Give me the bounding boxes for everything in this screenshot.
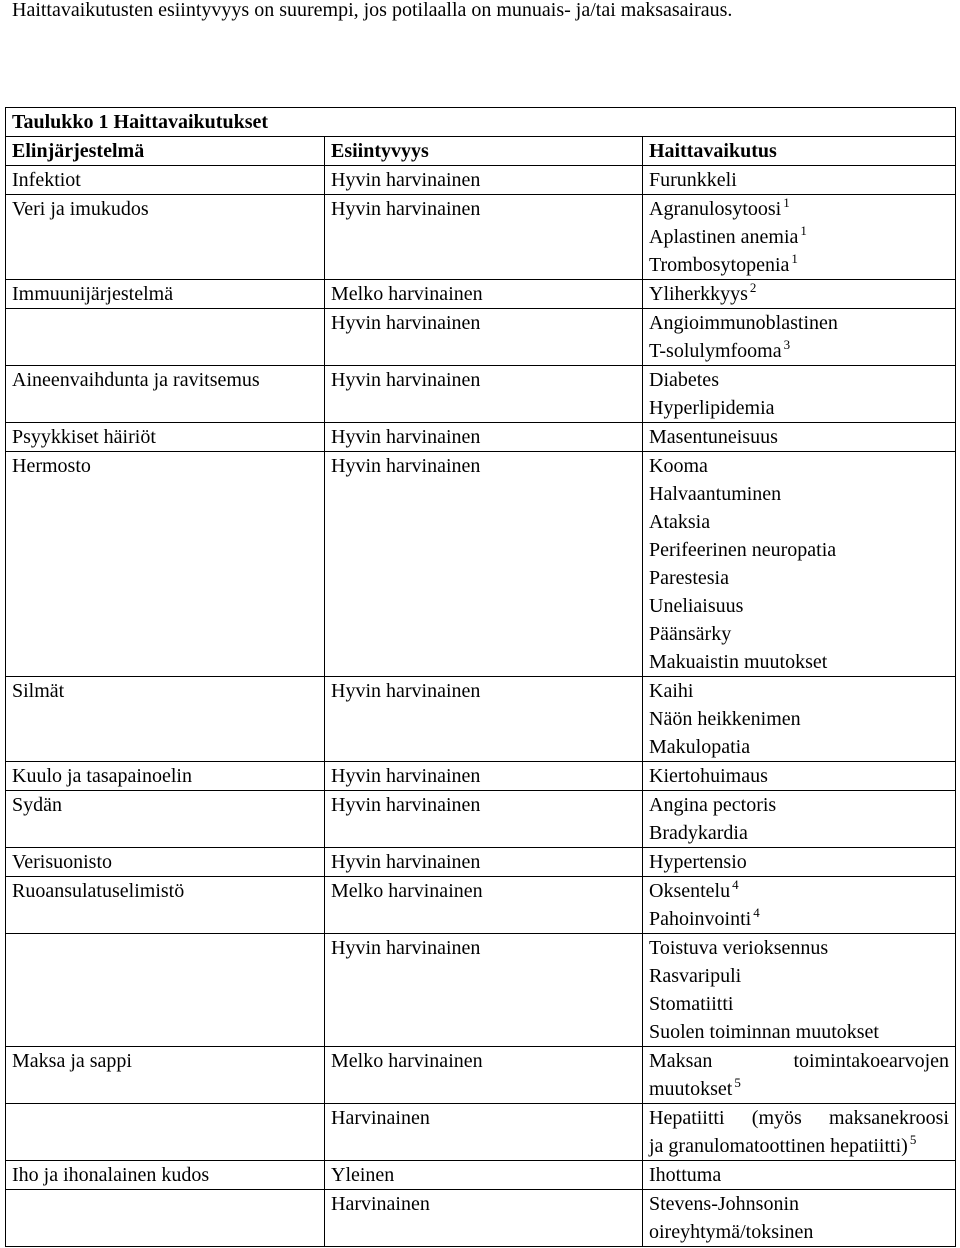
organ-system-cell: Silmät [6,677,325,762]
footnote-marker: 2 [749,280,757,295]
adverse-effect-text: Hyperlipidemia [649,397,775,419]
adverse-effect-item [649,620,949,648]
frequency-cell: Melko harvinainen [325,280,643,309]
adverse-effect-item [649,1190,949,1218]
adverse-effect-text: Makulopatia [649,736,751,758]
adverse-effect-text: Kaihi [649,680,694,702]
adverse-effect-cell [643,848,956,877]
organ-system-cell [6,934,325,1047]
adverse-effect-text: Ataksia [649,511,711,533]
adverse-effect-item [649,962,949,990]
table-row [6,423,956,452]
adverse-effect-cell [643,423,956,452]
adverse-effect-text: T-solulymfooma [649,340,782,362]
adverse-effect-text: Kiertohuimaus [649,765,768,787]
adverse-effect-item [649,1218,949,1246]
adverse-effect-item [649,280,949,308]
frequency-cell: Hyvin harvinainen [325,166,643,195]
organ-system-cell [6,1190,325,1247]
adverse-effect-text: Uneliaisuus [649,595,744,617]
footnote-marker: 1 [783,195,790,210]
adverse-effect-item [649,309,949,337]
table-row [6,934,956,1047]
table-row [6,166,956,195]
adverse-effect-item [649,733,949,761]
adverse-effect-text: ja granulomatoottinen hepatiitti) [649,1135,908,1157]
adverse-effect-text: Stomatiitti [649,993,734,1015]
adverse-effect-item [649,564,949,592]
adverse-effect-cell [643,1161,956,1190]
adverse-effect-text: muutokset [649,1078,733,1100]
table-row [6,366,956,423]
table-row [6,1161,956,1190]
table-caption: Taulukko 1 Haittavaikutukset [6,108,956,137]
footnote-marker: 4 [732,877,739,892]
adverse-effect-text: Stevens-Johnsonin [649,1193,799,1215]
adverse-effect-item [649,848,949,876]
adverse-effect-text: Makuaistin muutokset [649,651,828,673]
adverse-effect-item [649,819,949,847]
organ-system-cell: Iho ja ihonalainen kudos [6,1161,325,1190]
adverse-effect-cell [643,791,956,848]
organ-system-cell: Aineenvaihdunta ja ravitsemus [6,366,325,423]
adverse-effect-item [649,536,949,564]
frequency-cell: Hyvin harvinainen [325,452,643,677]
adverse-effect-cell [643,877,956,934]
organ-system-cell: Veri ja imukudos [6,195,325,280]
adverse-effect-cell [643,280,956,309]
adverse-effect-item [649,337,949,365]
adverse-effect-item [649,762,949,790]
adverse-effect-text: Aplastinen anemia [649,226,799,248]
adverse-effect-item [649,1018,949,1046]
table-row [6,762,956,791]
table-row [6,848,956,877]
header-adverse-effect: Haittavaikutus [643,137,956,166]
table-row [6,280,956,309]
frequency-cell: Hyvin harvinainen [325,848,643,877]
adverse-effect-text: Toistuva verioksennus [649,937,829,959]
table-row [6,1190,956,1247]
adverse-effect-cell [643,452,956,677]
organ-system-cell: Ruoansulatuselimistö [6,877,325,934]
adverse-effect-item [649,166,949,194]
frequency-cell: Hyvin harvinainen [325,195,643,280]
adverse-effect-text: Furunkkeli [649,169,737,191]
footnote-marker: 5 [909,1132,917,1147]
adverse-effect-cell [643,309,956,366]
organ-system-cell: Infektiot [6,166,325,195]
adverse-effect-text: Ihottuma [649,1164,722,1186]
adverse-effect-cell [643,366,956,423]
adverse-effect-item [649,508,949,536]
organ-system-cell: Verisuonisto [6,848,325,877]
adverse-effect-text: Pahoinvointi [649,908,752,930]
footnote-marker: 1 [800,223,807,238]
intro-paragraph: Haittavaikutusten esiintyvyys on suurempi, jos potilaalla on munuais- ja/tai maksasairaus. [12,0,733,21]
adverse-effect-item [649,1047,949,1075]
adverse-effect-item [649,251,949,279]
organ-system-cell [6,1104,325,1161]
organ-system-cell: Kuulo ja tasapainoelin [6,762,325,791]
footnote-marker: 1 [791,251,798,266]
footnote-marker: 5 [734,1075,741,1090]
adverse-effect-item [649,1075,949,1103]
table-row [6,1104,956,1161]
adverse-effect-text: Kooma [649,455,708,477]
adverse-effect-cell [643,677,956,762]
adverse-effect-item [649,366,949,394]
adverse-effect-text: Agranulosytoosi [649,198,782,220]
adverse-effect-text: Angina pectoris [649,794,777,816]
header-frequency: Esiintyvyys [325,137,643,166]
organ-system-cell: Immuunijärjestelmä [6,280,325,309]
adverse-effect-item [649,1104,949,1132]
adverse-effect-text: Diabetes [649,369,719,391]
adverse-effect-cell [643,195,956,280]
adverse-effect-item [649,195,949,223]
frequency-cell: Hyvin harvinainen [325,366,643,423]
frequency-cell: Hyvin harvinainen [325,762,643,791]
adverse-effect-text: Perifeerinen neuropatia [649,539,837,561]
table-row [6,877,956,934]
frequency-cell: Melko harvinainen [325,877,643,934]
adverse-effect-text: Bradykardia [649,822,748,844]
adverse-effect-cell [643,762,956,791]
adverse-effect-text: Angioimmunoblastinen [649,312,838,334]
organ-system-cell: Maksa ja sappi [6,1047,325,1104]
adverse-effect-cell [643,934,956,1047]
frequency-cell: Hyvin harvinainen [325,423,643,452]
adverse-effect-text: Halvaantuminen [649,483,782,505]
frequency-cell: Harvinainen [325,1104,643,1161]
adverse-effect-item [649,423,949,451]
frequency-cell: Hyvin harvinainen [325,677,643,762]
adverse-effect-cell [643,1104,956,1161]
frequency-cell: Hyvin harvinainen [325,791,643,848]
adverse-effect-item [649,648,949,676]
adverse-effect-item [649,394,949,422]
frequency-cell: Melko harvinainen [325,1047,643,1104]
frequency-cell: Hyvin harvinainen [325,934,643,1047]
adverse-effect-text: Päänsärky [649,623,732,645]
adverse-effect-cell [643,166,956,195]
organ-system-cell: Sydän [6,791,325,848]
adverse-effect-item [649,592,949,620]
footnote-marker: 4 [753,905,760,920]
adverse-effect-text: Rasvaripuli [649,965,742,987]
footnote-marker: 3 [783,337,791,352]
table-row [6,677,956,762]
adverse-effect-text: Hypertensio [649,851,747,873]
table-row [6,195,956,280]
adverse-effect-text: Yliherkkyys [649,283,748,305]
adverse-effect-item [649,1132,949,1160]
frequency-cell: Hyvin harvinainen [325,309,643,366]
adverse-effect-text: Maksan toimintakoearvojen [649,1050,949,1072]
adverse-effect-text: oireyhtymä/toksinen [649,1221,814,1243]
frequency-cell: Yleinen [325,1161,643,1190]
adverse-effect-text: Näön heikkenimen [649,708,801,730]
adverse-effect-text: Masentuneisuus [649,426,778,448]
adverse-effect-text: Hepatiitti (myös maksanekroosi [649,1107,949,1129]
adverse-effect-text: Oksentelu [649,880,731,902]
adverse-effect-text: Parestesia [649,567,729,589]
adverse-effect-item [649,677,949,705]
table-row [6,791,956,848]
adverse-effect-item [649,990,949,1018]
adverse-effect-cell [643,1190,956,1247]
adverse-effect-item [649,1161,949,1189]
adverse-effect-cell [643,1047,956,1104]
table-header-row [6,137,956,166]
adverse-effect-item [649,452,949,480]
adverse-effect-text: Trombosytopenia [649,254,790,276]
table-row [6,309,956,366]
table-row [6,452,956,677]
table-caption-row [6,108,956,137]
adverse-effects-table [5,107,956,1247]
adverse-effect-item [649,791,949,819]
header-organ-system: Elinjärjestelmä [6,137,325,166]
adverse-effect-item [649,705,949,733]
adverse-effect-item [649,877,949,905]
adverse-effect-text: Suolen toiminnan muutokset [649,1021,879,1043]
adverse-effect-item [649,905,949,933]
adverse-effect-item [649,223,949,251]
organ-system-cell: Psyykkiset häiriöt [6,423,325,452]
table-row [6,1047,956,1104]
organ-system-cell: Hermosto [6,452,325,677]
organ-system-cell [6,309,325,366]
adverse-effect-item [649,934,949,962]
frequency-cell: Harvinainen [325,1190,643,1247]
adverse-effect-item [649,480,949,508]
